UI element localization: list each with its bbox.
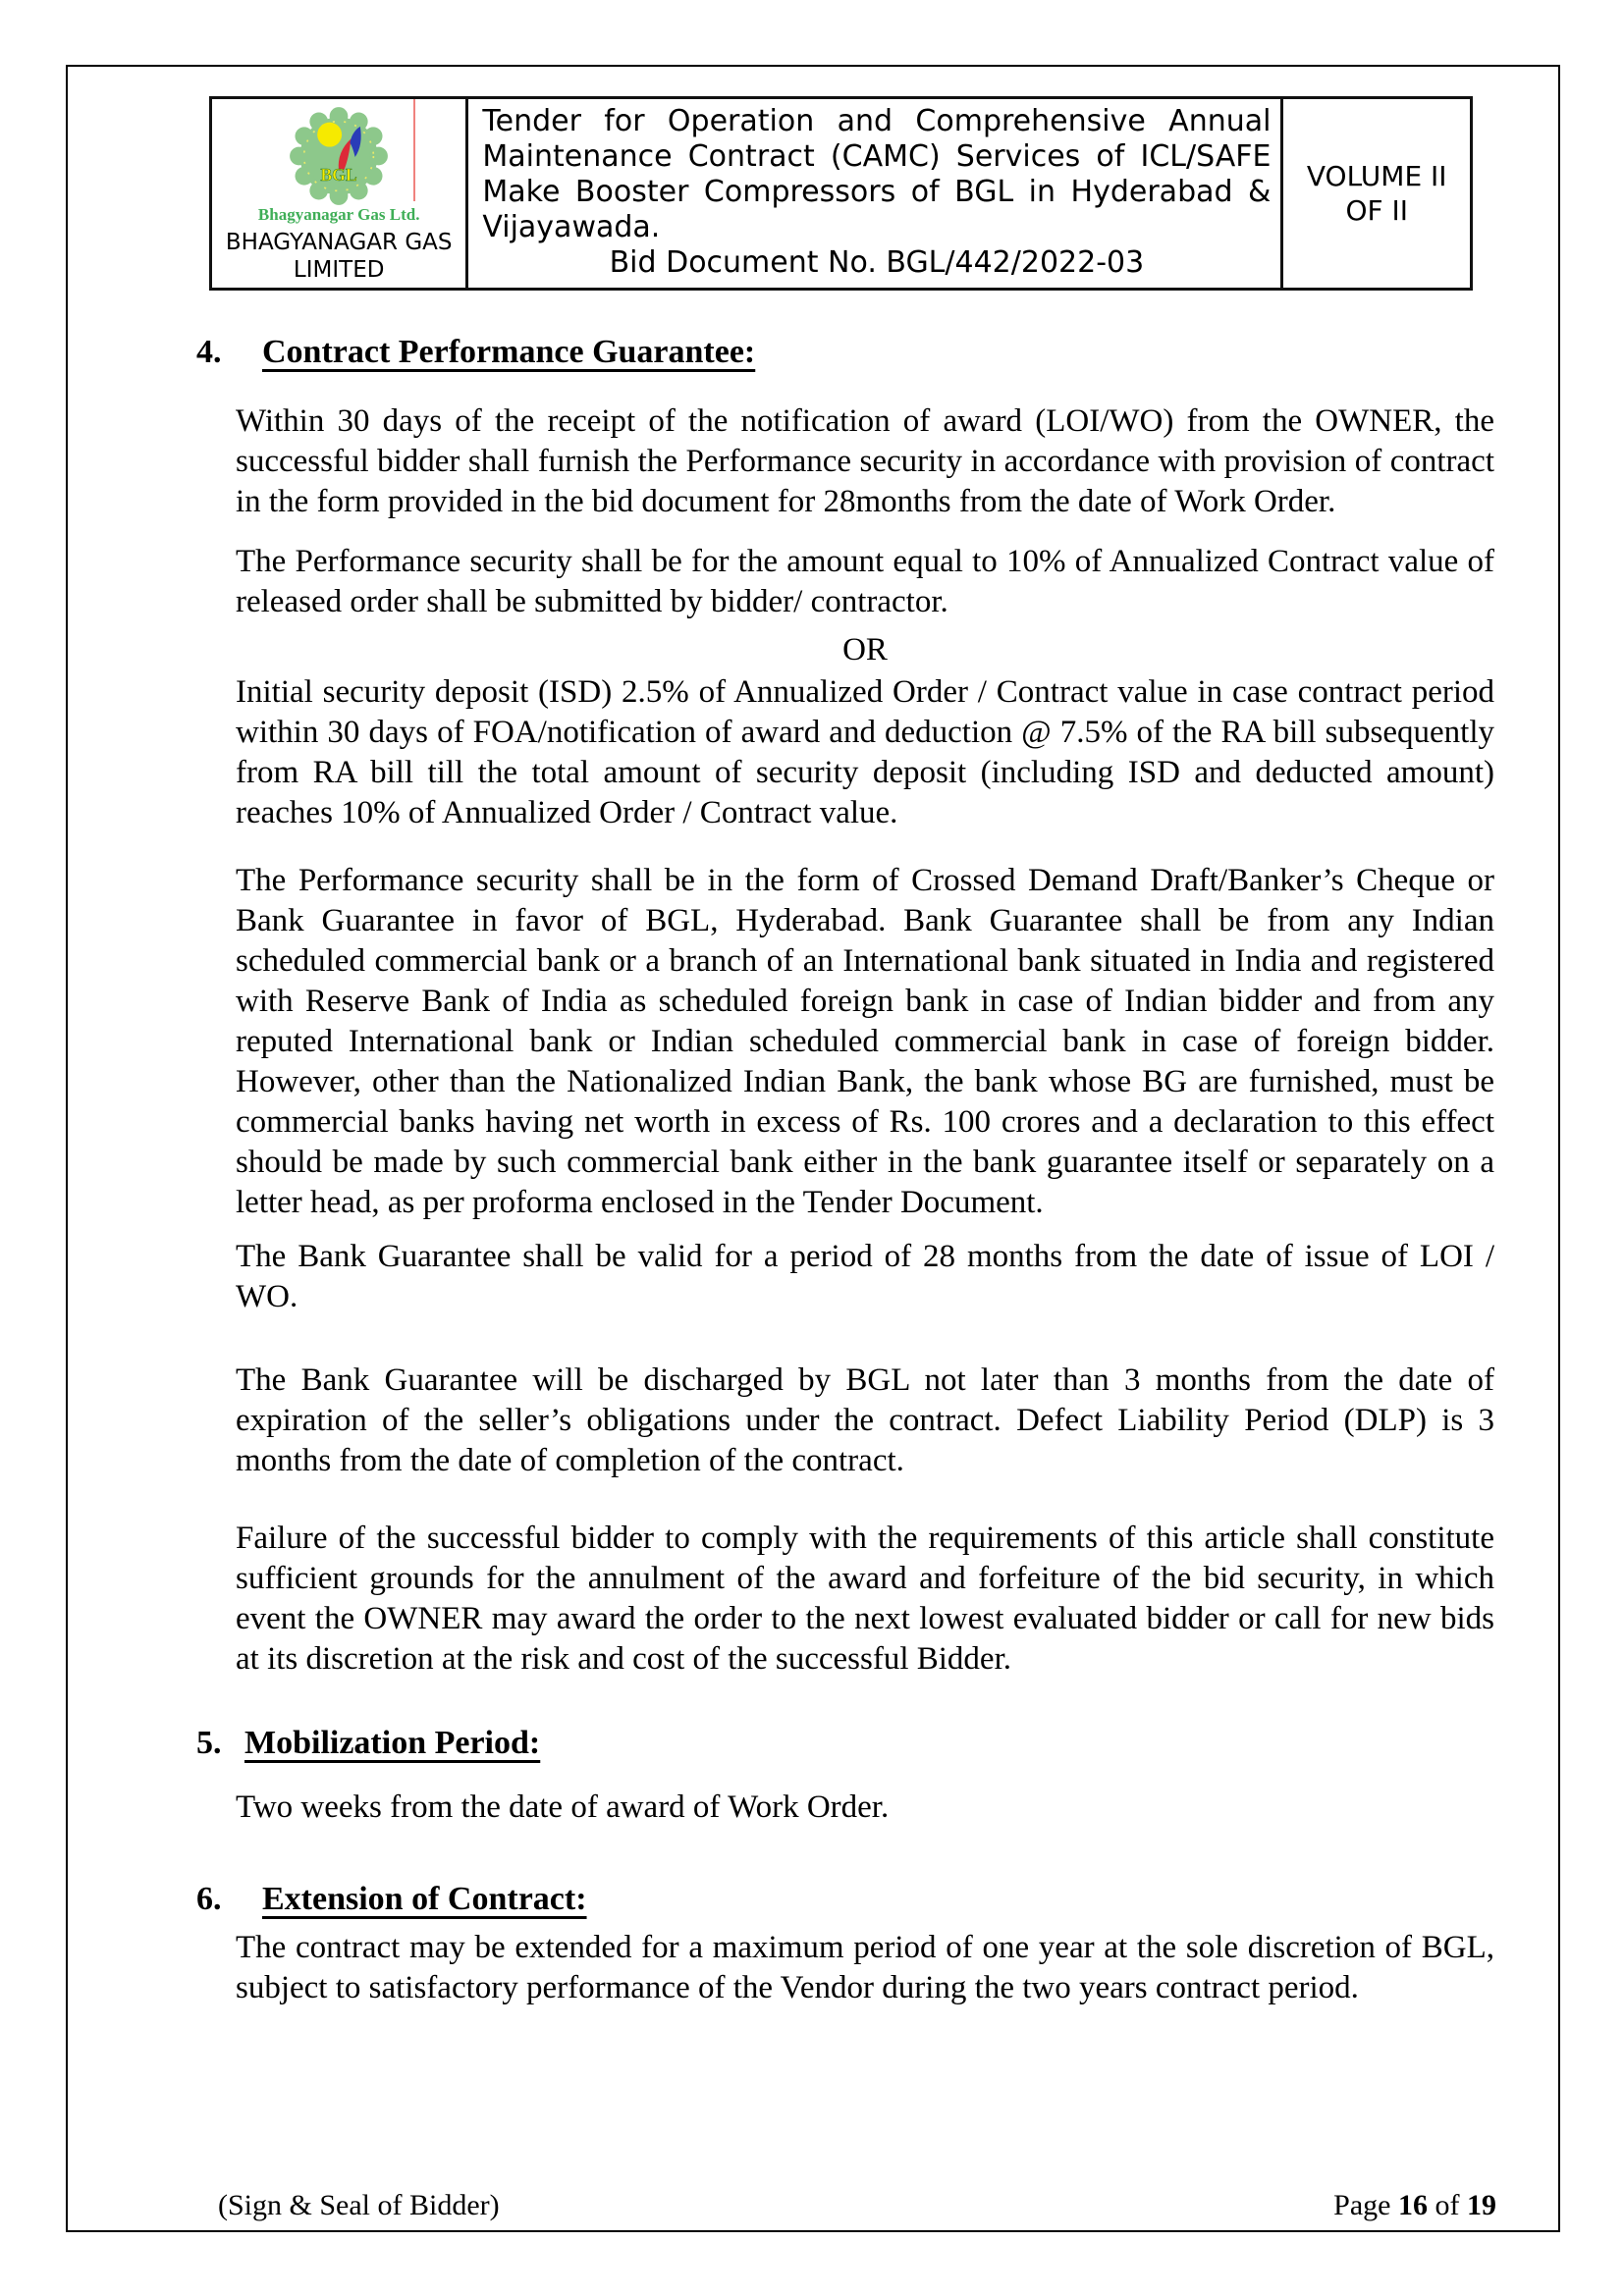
section-4-paragraph-4: The Performance security shall be in the form of Crossed Demand Draft/Banker’s Cheque or Bank Guarantee in favor of BGL, Hyderabad. Bank Guarantee shall be from any Indian scheduled commercial bank or a branch of an International bank situated in India and registered with Reserve Bank of India as scheduled foreign bank in case of Indian bidder and from any reputed International bank or Indian scheduled commercial bank in case of foreign bidder. However, other than the Nationalized Indian Bank, the bank whose BG are furnished, must be commercial banks having net worth in excess of Rs. 100 crores and a declaration to this effect should be made by such commercial bank either in the bank guarantee itself or separately on a letter head, as per proforma enclosed in the Tender Document. bbox=[236, 863, 1494, 1220]
header-logo-cell bbox=[212, 99, 468, 288]
page-footer bbox=[218, 2189, 1496, 2222]
header-volume-cell bbox=[1283, 99, 1470, 288]
section-4-paragraph-7: Failure of the successful bidder to comply with the requirements of this article shall constitute sufficient grounds for the annulment of the award and forfeiture of the bid security, in which event the OWNER may award the order to the next lowest evaluated bidder or call for new bids at its discretion at the risk and cost of the successful Bidder. bbox=[236, 1521, 1494, 1677]
section-4-paragraph-1: Within 30 days of the receipt of the notification of award (LOI/WO) from the OWNER, the successful bidder shall furnish the Performance security in accordance with provision of contract in the form provided in the bid document for 28months from the date of Work Order. bbox=[236, 403, 1494, 519]
section-5-number: 5. bbox=[196, 1725, 222, 1761]
header-title-cell bbox=[468, 99, 1283, 288]
section-4-paragraph-5: The Bank Guarantee shall be valid for a period of 28 months from the date of issue of LOI / WO. bbox=[236, 1239, 1494, 1314]
section-5-title: Mobilization Period: bbox=[244, 1725, 541, 1761]
section-4-paragraph-2: The Performance security shall be for the amount equal to 10% of Annualized Contract value of released order shall be submitted by bidder/ contractor. bbox=[236, 544, 1494, 619]
section-4-heading bbox=[196, 330, 1558, 375]
volume-line-2: OF II bbox=[1345, 194, 1408, 227]
logo-tagline: Bhagyanagar Gas Ltd. bbox=[257, 205, 420, 224]
section-4-paragraph-3: Initial security deposit (ISD) 2.5% of Annualized Order / Contract value in case contract period within 30 days of FOA/notification of award and deduction @ 7.5% of the RA bill subsequently from RA bill till the total amount of security deposit (including ISD and deducted amount) reaches 10% of Annualized Order / Contract value. bbox=[236, 674, 1494, 830]
section-4-or-separator: OR bbox=[842, 632, 888, 667]
page-total: 19 bbox=[1467, 2189, 1496, 2221]
section-6-title: Extension of Contract: bbox=[262, 1881, 587, 1917]
section-4-title: Contract Performance Guarantee: bbox=[262, 334, 756, 370]
section-6-heading bbox=[196, 1877, 1558, 1922]
page-border-frame bbox=[66, 65, 1560, 2232]
page-current: 16 bbox=[1398, 2189, 1428, 2221]
section-6-number: 6. bbox=[196, 1881, 222, 1917]
bgl-logo-icon bbox=[288, 105, 390, 207]
company-name: BHAGYANAGAR GAS LIMITED bbox=[225, 230, 453, 283]
bgl-logo-acronym: BGL bbox=[320, 164, 357, 185]
section-6-paragraph-1: The contract may be extended for a maximum period of one year at the sole discretion of BGL, subject to satisfactory performance of the Vendor during the two years contract period. bbox=[236, 1930, 1494, 2005]
sign-seal-note: (Sign & Seal of Bidder) bbox=[218, 2189, 500, 2221]
section-4-paragraph-6: The Bank Guarantee will be discharged by BGL not later than 3 months from the date of expiration of the seller’s obligations under the contract. Defect Liability Period (DLP) is 3 months from the date of completion of the contract. bbox=[236, 1362, 1494, 1478]
bid-document-no: Bid Document No. BGL/442/2022-03 bbox=[609, 245, 1145, 280]
page-number bbox=[1333, 2189, 1496, 2222]
section-4-number: 4. bbox=[196, 334, 222, 370]
section-5-heading bbox=[196, 1721, 1558, 1766]
red-divider-line bbox=[413, 99, 415, 201]
page-of: of bbox=[1435, 2189, 1460, 2221]
section-5-paragraph-1: Two weeks from the date of award of Work Order. bbox=[236, 1789, 890, 1825]
volume-line-1: VOLUME II bbox=[1306, 160, 1447, 192]
page-label: Page bbox=[1333, 2189, 1391, 2221]
header-table bbox=[209, 96, 1473, 291]
tender-title: Tender for Operation and Comprehensive Annual Maintenance Contract (CAMC) Services of ICL/SAFE Make Booster Compressors of BGL in Hyderabad & Vijayawada. bbox=[482, 104, 1272, 244]
